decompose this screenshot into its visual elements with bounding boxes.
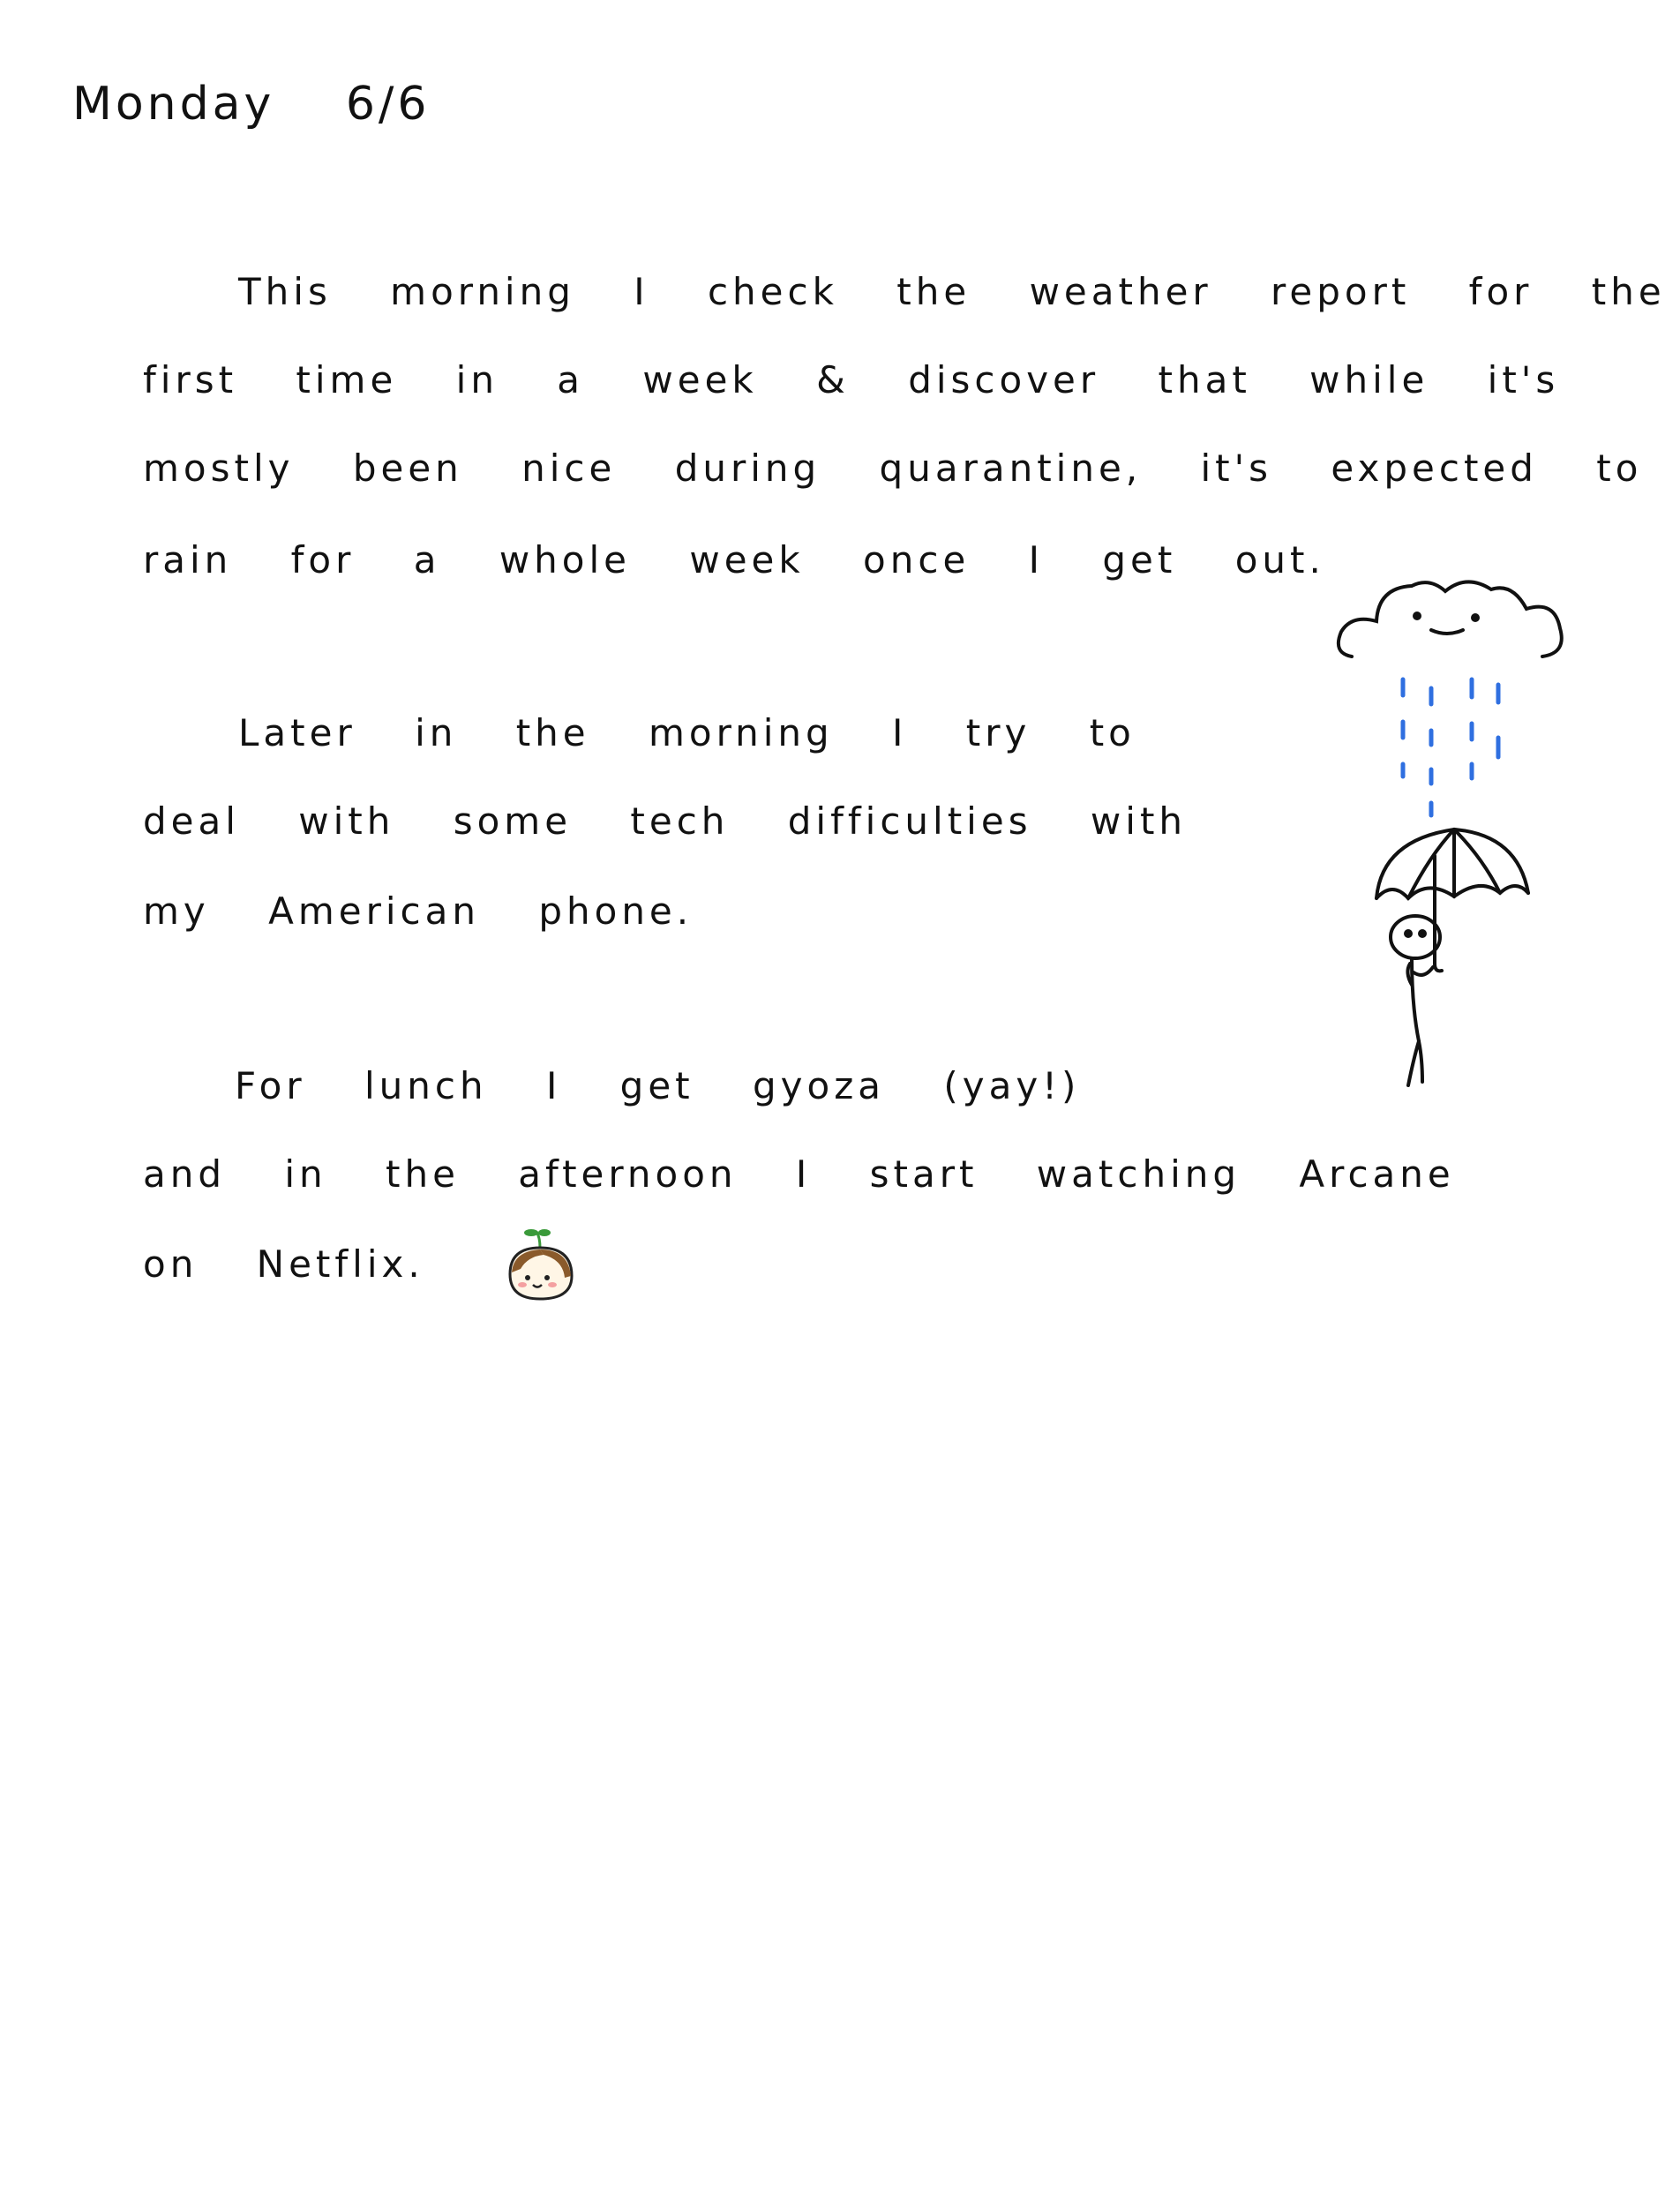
rain-cloud-umbrella-illustration bbox=[1324, 565, 1579, 1094]
text-line: This morning I check the weather report for the bbox=[238, 270, 1666, 313]
text-line: first time in a week & discover that while it's bbox=[143, 358, 1560, 401]
text-line: rain for a whole week once I get out. bbox=[143, 538, 1325, 582]
umbrella-icon bbox=[1376, 829, 1528, 971]
text-line: deal with some tech difficulties with bbox=[143, 799, 1188, 843]
stick-figure-icon bbox=[1391, 916, 1440, 1085]
entry-date-value: 6/6 bbox=[345, 78, 431, 131]
text-line: on Netflix. bbox=[143, 1242, 424, 1286]
rain-cloud-icon bbox=[1339, 582, 1562, 657]
text-line: Later in the morning I try to bbox=[238, 711, 1136, 754]
text-line: and in the afternoon I start watching Arcane bbox=[143, 1152, 1455, 1196]
text-line: mostly been nice during quarantine, it's expected to bbox=[143, 446, 1643, 490]
text-line: my American phone. bbox=[143, 889, 694, 933]
raindrops bbox=[1403, 679, 1498, 815]
entry-day: Monday bbox=[72, 78, 275, 131]
entry-date bbox=[72, 78, 431, 131]
text-line: For lunch I get gyoza (yay!) bbox=[235, 1064, 1081, 1107]
sprout-character-icon bbox=[501, 1225, 581, 1304]
